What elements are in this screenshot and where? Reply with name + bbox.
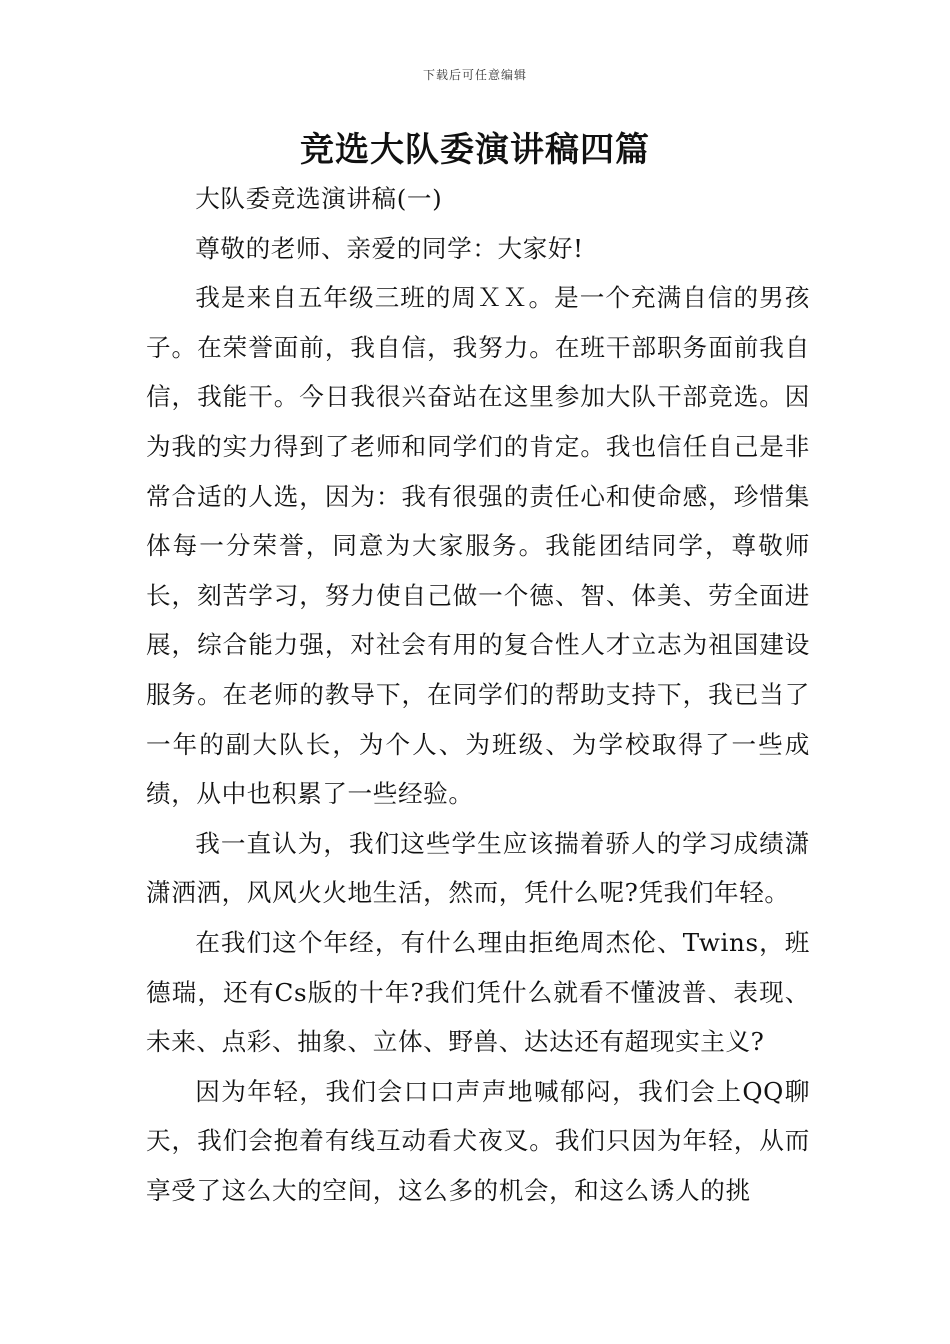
body-paragraph: 我是来自五年级三班的周ＸＸ。是一个充满自信的男孩子。在荣誉面前，我自信，我努力。在班干部职务面前我自信，我能干。今日我很兴奋站在这里参加大队干部竞选。因为我的实力得到了老师和同学们的肯定。我也信任自己是非常合适的人选，因为：我有很强的责任心和使命感，珍惜集体每一分荣誉，同意为大家服务。我能团结同学，尊敬师长，刻苦学习，努力使自己做一个德、智、体美、劳全面进展，综合能力强，对社会有用的复合性人才立志为祖国建设服务。在老师的教导下，在同学们的帮助支持下，我已当了一年的副大队长，为个人、为班级、为学校取得了一些成绩，从中也积累了一些经验。 [146,283,810,809]
document-title: 竞选大队委演讲稿四篇 [300,130,650,170]
document-body [146,174,810,1215]
salutation-paragraph: 尊敬的老师、亲爱的同学：大家好! [195,233,584,263]
body-paragraph: 我一直认为，我们这些学生应该揣着骄人的学习成绩潇潇洒洒，风风火火地生活，然而，凭什么呢?凭我们年轻。 [146,828,810,908]
section-heading: 大队委竞选演讲稿(一) [195,184,443,213]
header-note: 下载后可任意编辑 [422,68,527,82]
body-paragraph: 因为年轻，我们会口口声声地喊郁闷，我们会上QQ聊天，我们会抱着有线互动看犬夜叉。我们只因为年轻，从而享受了这么大的空间，这么多的机会，和这么诱人的挑 [146,1076,810,1205]
body-paragraph: 在我们这个年经，有什么理由拒绝周杰伦、Twins，班德瑞，还有Cs版的十年?我们凭什么就看不懂波普、表现、未来、点彩、抽象、立体、野兽、达达还有超现实主义? [146,927,810,1057]
